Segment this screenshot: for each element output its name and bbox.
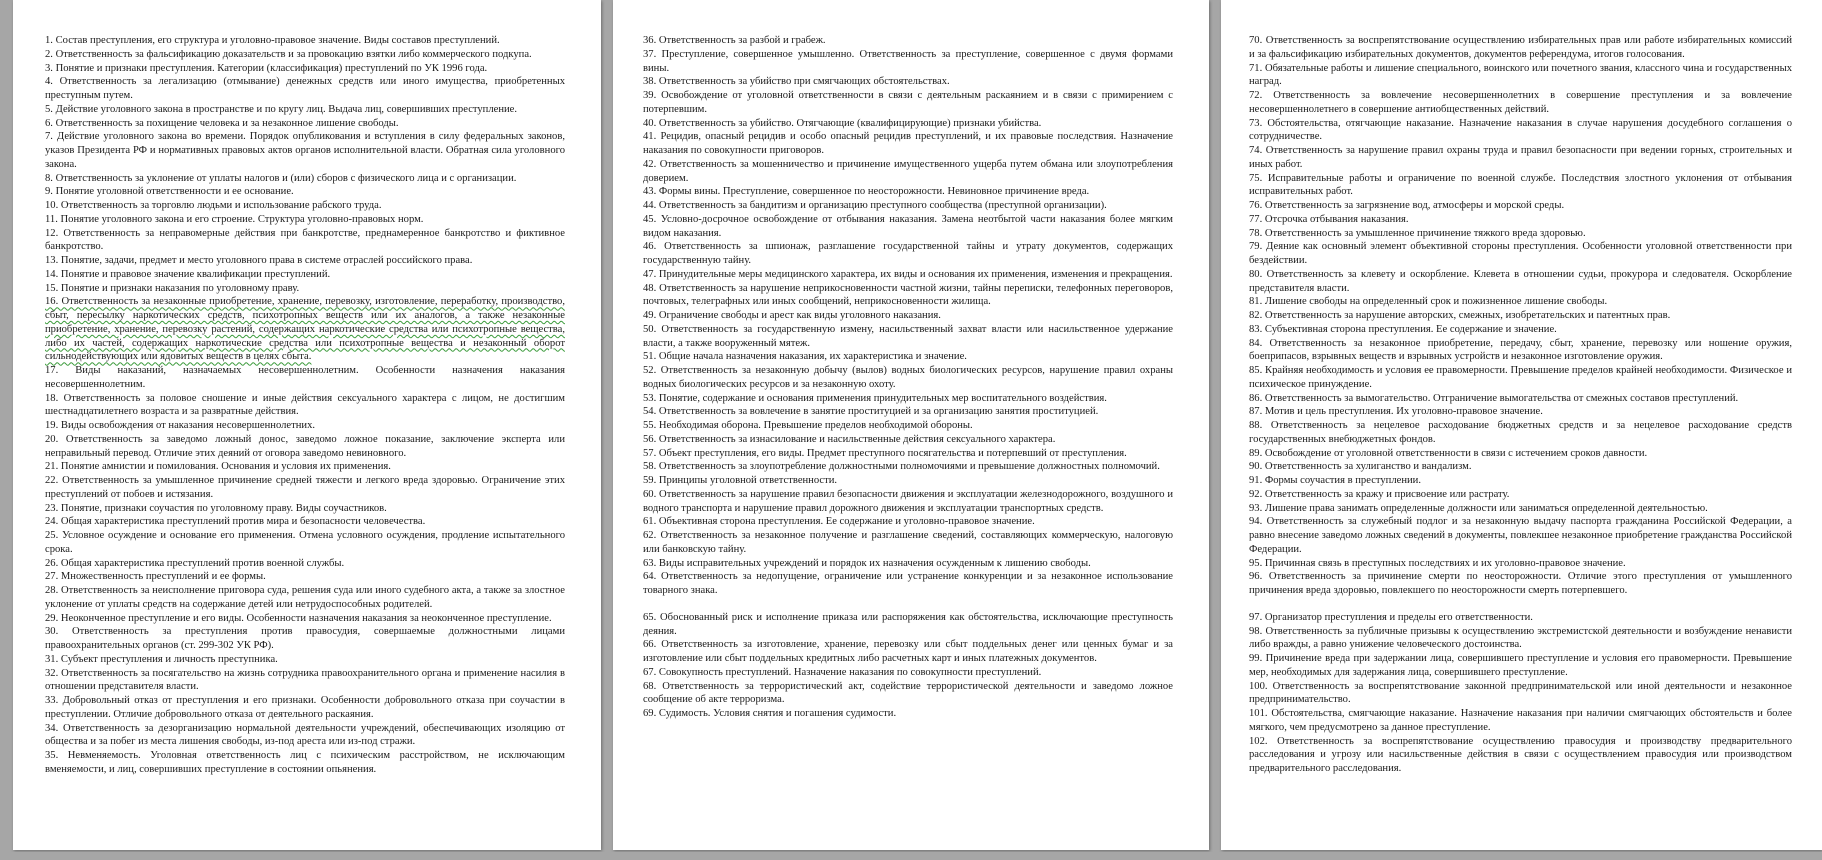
question-item: 64. Ответственность за недопущение, ограничение или устранение конкуренции и за незаконное использование товарного знака. [643,571,1173,596]
question-item: 15. Понятие и признаки наказания по уголовному праву. [45,282,300,294]
question-item: 48. Ответственность за нарушение неприкосновенности частной жизни, тайны переписки, телефонных переговоров, почтовых, телеграфных или иных сообщений, неприкосновенности жилища. [643,282,1173,308]
question-item: 26. Общая характеристика преступлений против военной службы. [45,557,345,569]
question-item: 76. Ответственность за загрязнение вод, атмосферы и морской среды. [1249,200,1565,211]
question-item: 95. Причинная связь в преступных последствиях и их уголовно-правовое значение. [1249,557,1626,569]
question-item: 67. Совокупность преступлений. Назначение наказания по совокупности преступлений. [643,666,1042,678]
question-item: 21. Понятие амнистии и помилования. Основания и условия их применения. [45,461,391,473]
question-item: 85. Крайняя необходимость и условия ее правомерности. Превышение пределов крайней необходимости. Физическое и психическое принуждение. [1249,365,1792,390]
question-item: 52. Ответственность за незаконную добычу (вылов) водных биологических ресурсов, нарушение правил охраны водных биологических ресурсов и за незаконную охоту. [643,365,1173,390]
question-item: 49. Ограничение свободы и арест как виды уголовного наказания. [643,310,941,321]
question-item: 40. Ответственность за убийство. Отягчающие (квалифицирующие) признаки убийства. [643,117,1042,129]
question-item: 65. Обоснованный риск и исполнение приказа или распоряжения как обстоятельства, исключающие преступность деяния. [643,611,1173,637]
document-page-2 [613,0,1209,850]
question-item: 61. Объективная сторона преступления. Ее содержание и уголовно-правовое значение. [643,516,1035,528]
question-item: 97. Организатор преступления и пределы его ответственности. [1249,611,1533,623]
question-item: 94. Ответственность за служебный подлог и за незаконную выдачу паспорта гражданина Российской Федерации, а равно внесение заведомо ложных сведений в документы, повлекшее незаконное приобретение гражданства Российской Федерации. [1249,516,1792,555]
question-item: 81. Лишение свободы на определенный срок и пожизненное лишение свободы. [1249,296,1608,308]
question-item: 25. Условное осуждение и основание его применения. Отмена условного осуждения, продление испытательного срока. [45,530,565,555]
question-list [45,34,565,777]
question-item: 80. Ответственность за клевету и оскорбление. Клевета в отношении судьи, прокурора и следователя. Оскорбление представителя власти. [1249,268,1792,294]
question-item: 4. Ответственность за легализацию (отмывание) денежных средств или иного имущества, приобретенных преступным путем. [45,76,565,101]
question-item: 47. Принудительные меры медицинского характера, их виды и основания их применения, изменения и прекращения. [643,268,1173,280]
question-item: 13. Понятие, задачи, предмет и место уголовного права в системе отраслей российского права. [45,255,473,266]
question-item: 35. Невменяемость. Уголовная ответственность лиц с психическим расстройством, не исключающим вменяемости, и лиц, совершивших преступление в состоянии опьянения. [45,750,565,775]
question-item: 91. Формы соучастия в преступлении. [1249,475,1421,486]
question-item: 27. Множественность преступлений и ее формы. [45,571,266,583]
question-item: 46. Ответственность за шпионаж, разглашение государственной тайны и утрату документов, содержащих государственную тайну. [643,241,1173,266]
question-item: 33. Добровольный отказ от преступления и его признаки. Особенности добровольного отказа при соучастии в преступлении. Отличие добровольного отказа от деятельного раскаяния. [45,695,565,720]
question-item: 77. Отсрочка отбывания наказания. [1249,213,1409,225]
question-item: 86. Ответственность за вымогательство. Отграничение вымогательства от смежных составов преступлений. [1249,392,1739,404]
question-item: 14. Понятие и правовое значение квалификации преступлений. [45,268,331,280]
question-item: 42. Ответственность за мошенничество и причинение имущественного ущерба путем обмана или злоупотребления доверием. [643,158,1173,184]
question-item: 28. Ответственность за неисполнение приговора суда, решения суда или иного судебного акта, а также за злостное уклонение от уплаты средств на содержание детей или нетрудоспособных родителей. [45,585,565,610]
question-item: 36. Ответственность за разбой и грабеж. [643,35,826,46]
question-item: 53. Понятие, содержание и основания применения принудительных мер воспитательного воздействия. [643,392,1107,404]
question-item: 87. Мотив и цель преступления. Их уголовно-правовое значение. [1249,406,1543,418]
question-item: 71. Обязательные работы и лишение специального, воинского или почетного звания, классного чина и государственных наград. [1249,62,1792,88]
question-item: 84. Ответственность за незаконное приобретение, передачу, сбыт, хранение, перевозку или ношение оружия, боеприпасов, взрывных веществ и взрывных устройств и незаконное изготовление оружия. [1249,337,1792,363]
question-item: 58. Ответственность за злоупотребление должностными полномочиями и превышение должностных полномочий. [643,461,1160,473]
question-item: 34. Ответственность за дезорганизацию нормальной деятельности учреждений, обеспечивающих изоляцию от общества и за побег из места лишения свободы, из-под ареста или из-под стражи. [45,722,565,748]
question-item: 54. Ответственность за вовлечение в занятие проституцией и за организацию занятия проституцией. [643,406,1099,418]
question-item: 66. Ответственность за изготовление, хранение, перевозку или сбыт поддельных денег или ценных бумаг и за изготовление или сбыт поддельных кредитных либо расчетных карт и иных платежных документов. [643,639,1173,664]
question-item: 20. Ответственность за заведомо ложный донос, заведомо ложное показание, заключение эксперта или неправильный перевод. Отличие этих деяний от оговора заведомо невиновного. [45,433,565,459]
question-item: 63. Виды исправительных учреждений и порядок их назначения осужденным к лишению свободы. [643,557,1091,569]
question-item: 31. Субъект преступления и личность преступника. [45,653,278,665]
question-item: 2. Ответственность за фальсификацию доказательств и за провокацию взятки либо коммерческого подкупа. [45,48,532,60]
question-item: 37. Преступление, совершенное умышленно. Ответственность за преступление, совершенное с двумя формами вины. [643,48,1173,74]
question-item: 29. Неоконченное преступление и его виды. Особенности назначения наказания за неоконченное преступление. [45,612,552,624]
question-item: 39. Освобождение от уголовной ответственности в связи с деятельным раскаянием и в связи с примирением с потерпевшим. [643,90,1173,115]
question-item: 44. Ответственность за бандитизм и организацию преступного сообщества (преступной организации). [643,200,1107,211]
question-item: 12. Ответственность за неправомерные действия при банкротстве, преднамеренное банкротство и фиктивное банкротство. [45,227,565,253]
question-item: 92. Ответственность за кражу и присвоение или растрату. [1249,488,1510,500]
question-item: 43. Формы вины. Преступление, совершенное по неосторожности. Невиновное причинение вреда. [643,186,1090,198]
document-page-3 [1221,0,1822,850]
question-item: 30. Ответственность за преступления против правосудия, совершаемые должностными лицами правоохранительных органов (ст. 299-302 УК РФ). [45,626,565,651]
question-item: 5. Действие уголовного закона в пространстве и по кругу лиц. Выдача лиц, совершивших преступление. [45,103,518,115]
question-list [643,34,1173,721]
question-item: 38. Ответственность за убийство при смягчающих обстоятельствах. [643,76,950,88]
question-item: 60. Ответственность за нарушение правил безопасности движения и эксплуатации железнодорожного, воздушного и водного транспорта и нарушение правил дорожного движения и эксплуатации транспортных средств. [643,488,1173,514]
question-item: 16. Ответственность за незаконные приобретение, хранение, перевозку, изготовление, переработку, производство, сбыт, пересылку наркотических средств, психотропных веществ или их аналогов, а также незаконные приобретение, хранение, перевозку растений, содержащих наркотические средства или психотропные вещества, либо их частей, содержащих наркотические средства или психотропные вещества и незаконный оборот сильнодействующих или ядовитых веществ в целях сбыта. [45,296,565,363]
question-item: 19. Виды освобождения от наказания несовершеннолетних. [45,420,316,431]
question-item: 57. Объект преступления, его виды. Предмет преступного посягательства и потерпевший от преступления. [643,447,1127,459]
question-item: 50. Ответственность за государственную измену, насильственный захват власти или насильственное удержание власти, а также вооруженный мятеж. [643,323,1173,349]
question-list [1249,34,1792,776]
question-item: 18. Ответственность за половое сношение и иные действия сексуального характера с лицом, не достигшим шестнадцатилетнего возраста и за развратные действия. [45,392,565,418]
question-item: 17. Виды наказаний, назначаемых несовершеннолетним. Особенности назначения наказания несовершеннолетним. [45,365,565,390]
question-item: 9. Понятие уголовной ответственности и ее основание. [45,186,294,198]
question-item: 51. Общие начала назначения наказания, их характеристика и значение. [643,351,967,363]
question-item: 74. Ответственность за нарушение правил охраны труда и правил безопасности при ведении горных, строительных и иных работ. [1249,145,1792,170]
question-item: 59. Принципы уголовной ответственности. [643,475,838,486]
question-item: 68. Ответственность за террористический акт, содействие террористической деятельности и заведомо ложное сообщение об акте терроризма. [643,680,1173,706]
question-item: 89. Освобождение от уголовной ответственности в связи с истечением сроков давности. [1249,447,1648,459]
question-item: 93. Лишение права занимать определенные должности или заниматься определенной деятельностью. [1249,502,1708,514]
question-item: 90. Ответственность за хулиганство и вандализм. [1249,461,1472,473]
question-item: 7. Действие уголовного закона во времени. Порядок опубликования и вступления в силу федеральных законов, указов Президента РФ и нормативных правовых актов органов исполнительной власти. Обратная сила уголовного закона. [45,131,565,170]
question-item: 10. Ответственность за торговлю людьми и использование рабского труда. [45,200,382,211]
question-item: 24. Общая характеристика преступлений против мира и безопасности человечества. [45,516,426,528]
question-item: 62. Ответственность за незаконное получение и разглашение сведений, составляющих коммерческую, налоговую или банковскую тайну. [643,530,1173,555]
question-item: 69. Судимость. Условия снятия и погашения судимости. [643,708,897,719]
question-item: 73. Обстоятельства, отягчающие наказание. Назначение наказания в случае нарушения досудебного соглашения о сотрудничестве. [1249,117,1792,143]
next-page-edge [0,852,1822,860]
question-item: 101. Обстоятельства, смягчающие наказание. Назначение наказания при наличии смягчающих обстоятельств и более мягкого, чем предусмотрено за данное преступление. [1249,708,1792,733]
question-item: 22. Ответственность за умышленное причинение средней тяжести и легкого вреда здоровью. Ограничение этих преступлений от побоев и истязания. [45,475,565,500]
question-item: 96. Ответственность за причинение смерти по неосторожности. Отличие этого преступления от умышленного причинения вреда здоровью, повлекшего по неосторожности смерть потерпевшего. [1249,571,1792,596]
question-item: 102. Ответственность за воспрепятствование осуществлению правосудия и производству предварительного расследования и угрозу или насильственные действия в связи с осуществлением правосудия или производством предварительного расследования. [1249,735,1792,774]
question-item: 70. Ответственность за воспрепятствование осуществлению избирательных прав или работе избирательных комиссий и за фальсификацию избирательных документов, документов референдума, итогов голосования. [1249,35,1792,60]
question-item: 3. Понятие и признаки преступления. Категории (классификация) преступлений по УК 1996 года. [45,62,488,74]
question-item: 6. Ответственность за похищение человека и за незаконное лишение свободы. [45,117,399,129]
question-item: 45. Условно-досрочное освобождение от отбывания наказания. Замена неотбытой части наказания более мягким видом наказания. [643,213,1173,239]
question-item: 99. Причинение вреда при задержании лица, совершившего преступление и условия его правомерности. Превышение мер, необходимых для задержания лица, совершившего преступление. [1249,653,1792,678]
question-item: 98. Ответственность за публичные призывы к осуществлению экстремистской деятельности и возбуждение ненависти либо вражды, а равно унижение человеческого достоинства. [1249,625,1792,651]
question-item: 56. Ответственность за изнасилование и насильственные действия сексуального характера. [643,433,1056,445]
question-item: 41. Рецидив, опасный рецидив и особо опасный рецидив преступлений, и их правовые последствия. Назначение наказания по совокупности приговоров. [643,131,1173,156]
question-item: 72. Ответственность за вовлечение несовершеннолетних в совершение преступления и за вовлечение несовершеннолетнего в совершение антиобщественных действий. [1249,90,1792,115]
question-item: 78. Ответственность за умышленное причинение тяжкого вреда здоровью. [1249,227,1586,239]
question-item: 88. Ответственность за нецелевое расходование бюджетных средств и за нецелевое расходование средств государственных внебюджетных фондов. [1249,420,1792,445]
question-item: 23. Понятие, признаки соучастия по уголовному праву. Виды соучастников. [45,502,387,514]
document-page-1 [13,0,601,850]
question-item: 75. Исправительные работы и ограничение по военной службе. Последствия злостного уклонения от отбывания исправительных работ. [1249,172,1792,198]
question-item: 55. Необходимая оборона. Превышение пределов необходимой обороны. [643,420,973,431]
question-item: 79. Деяние как основный элемент объективной стороны преступления. Особенности уголовной ответственности при бездействии. [1249,241,1792,266]
question-item: 83. Субъективная сторона преступления. Ее содержание и значение. [1249,323,1557,335]
question-item: 100. Ответственность за воспрепятствование законной предпринимательской или иной деятельности и незаконное предпринимательство. [1249,680,1792,706]
question-item: 1. Состав преступления, его структура и уголовно-правовое значение. Виды составов преступлений. [45,35,500,46]
question-item: 82. Ответственность за нарушение авторских, смежных, изобретательских и патентных прав. [1249,310,1671,321]
question-item: 11. Понятие уголовного закона и его строение. Структура уголовно-правовых норм. [45,213,424,225]
question-item: 8. Ответственность за уклонение от уплаты налогов и (или) сборов с физического лица и с организации. [45,172,517,184]
question-item: 32. Ответственность за посягательство на жизнь сотрудника правоохранительного органа и применение насилия в отношении представителя власти. [45,667,565,693]
